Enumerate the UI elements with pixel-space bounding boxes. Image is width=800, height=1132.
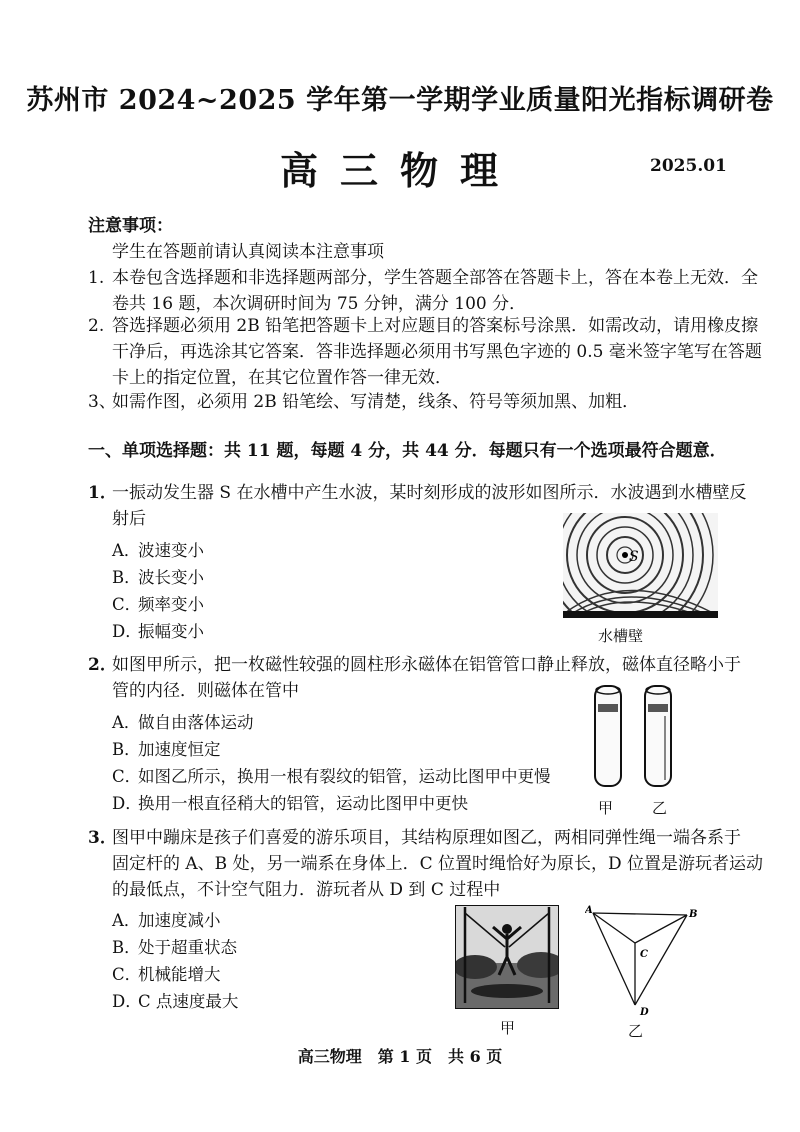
- q1-option-b[interactable]: [112, 564, 204, 588]
- notice-2-num: 2.: [88, 316, 105, 336]
- option-label: B．: [112, 938, 141, 957]
- option-text: 机械能增大: [138, 965, 221, 984]
- notice-3-num: 3、: [88, 392, 116, 412]
- option-text: C 点速度最大: [138, 992, 239, 1011]
- magnet-jia: [598, 704, 618, 712]
- notice-1-line-2: 卷共 16 题，本次调研时间为 75 分钟，满分 100 分．: [112, 294, 527, 314]
- q3-option-a[interactable]: [112, 907, 221, 931]
- q3-force-diagram: [585, 905, 700, 1015]
- option-label: A．: [112, 541, 141, 560]
- notice-2-line-3: 卡上的指定位置，在其它位置作答一律无效．: [112, 368, 452, 388]
- point-a-label: A: [585, 905, 593, 916]
- option-label: B．: [112, 568, 141, 587]
- q1-wave-figure: [563, 513, 718, 618]
- q2-stem-line-1: 如图甲所示，把一枚磁性较强的圆柱形永磁体在铝管管口静止释放，磁体直径略小于: [112, 655, 741, 675]
- q1-option-c[interactable]: [112, 591, 204, 615]
- option-label: C．: [112, 595, 142, 614]
- notice-1-num: 1.: [88, 268, 105, 288]
- notice-2-line-1: 答选择题必须用 2B 铅笔把答题卡上对应题目的答案标号涂黑．如需改动，请用橡皮擦: [112, 316, 759, 336]
- q3-stem-line-3: 的最低点，不计空气阻力．游玩者从 D 到 C 过程中: [112, 880, 501, 900]
- q2-tubes-figure: [585, 680, 695, 790]
- q2-option-b[interactable]: [112, 736, 221, 760]
- q3-stem-line-2: 固定杆的 A、B 处，另一端系在身体上．C 位置时绳恰好为原长，D 位置是游玩者运动: [112, 854, 764, 874]
- q3-option-d[interactable]: [112, 988, 238, 1012]
- q3-option-b[interactable]: [112, 934, 237, 958]
- notice-3-line-1: 如需作图，必须用 2B 铅笔绘、写清楚，线条、符号等须加黑、加粗．: [112, 392, 640, 412]
- option-text: 如图乙所示，换用一根有裂纹的铝管，运动比图甲中更慢: [138, 767, 551, 786]
- q1-option-d[interactable]: [112, 618, 204, 642]
- wave-source-dot: [622, 552, 628, 558]
- option-text: 波速变小: [138, 541, 204, 560]
- point-b-label: B: [689, 909, 698, 920]
- q1-stem-line-2: 射后: [112, 509, 146, 529]
- option-label: D．: [112, 992, 142, 1011]
- option-text: 加速度减小: [138, 911, 221, 930]
- option-text: 做自由落体运动: [138, 713, 254, 732]
- option-text: 振幅变小: [138, 622, 204, 641]
- option-label: A．: [112, 713, 141, 732]
- section-heading: 一、单项选择题：共 11 题，每题 4 分，共 44 分．每题只有一个选项最符合题意．: [88, 441, 727, 461]
- option-label: B．: [112, 740, 141, 759]
- source-label: S: [629, 549, 639, 565]
- notice-heading: 注意事项：: [88, 216, 173, 236]
- line-ab: [593, 913, 687, 915]
- q2-caption-yi: 乙: [652, 799, 668, 817]
- option-label: A．: [112, 911, 141, 930]
- notice-intro: 学生在答题前请认真阅读本注意事项: [112, 242, 384, 262]
- q2-caption-jia: 甲: [598, 799, 614, 817]
- option-label: D．: [112, 622, 142, 641]
- notice-1-line-1: 本卷包含选择题和非选择题两部分，学生答题全部答在答题卡上，答在本卷上无效．全: [112, 268, 758, 288]
- q3-caption-jia: 甲: [500, 1019, 516, 1037]
- q1-figure-caption: 水槽壁: [598, 627, 644, 645]
- q1-number: 1．: [88, 483, 117, 503]
- point-c-label: C: [640, 949, 648, 960]
- option-text: 换用一根直径稍大的铝管，运动比图甲中更快: [138, 794, 468, 813]
- q3-stem-line-1: 图甲中蹦床是孩子们喜爱的游乐项目，其结构原理如图乙，两相同弹性绳一端各系于: [112, 828, 741, 848]
- q2-option-a[interactable]: [112, 709, 254, 733]
- exam-date: 2025.01: [650, 156, 727, 176]
- q1-option-a[interactable]: [112, 537, 204, 561]
- q2-number: 2．: [88, 655, 117, 675]
- magnet-yi: [648, 704, 668, 712]
- q3-caption-yi: 乙: [628, 1022, 644, 1040]
- option-label: D．: [112, 794, 142, 813]
- option-label: C．: [112, 965, 142, 984]
- q3-trampoline-photo: [455, 905, 559, 1009]
- q3-number: 3．: [88, 828, 117, 848]
- q3-option-c[interactable]: [112, 961, 221, 985]
- option-text: 加速度恒定: [138, 740, 221, 759]
- option-text: 频率变小: [138, 595, 204, 614]
- q2-option-c[interactable]: [112, 763, 551, 787]
- option-label: C．: [112, 767, 142, 786]
- option-text: 波长变小: [138, 568, 204, 587]
- subject-title: 高三物理: [279, 148, 520, 193]
- tank-wall: [563, 611, 718, 618]
- q1-stem-line-1: 一振动发生器 S 在水槽中产生水波，某时刻形成的波形如图所示．水波遇到水槽壁反: [112, 483, 747, 503]
- page-footer: 高三物理 第 1 页 共 6 页: [297, 1047, 503, 1066]
- point-d-label: D: [640, 1007, 649, 1015]
- option-text: 处于超重状态: [138, 938, 237, 957]
- q2-option-d[interactable]: [112, 790, 468, 814]
- notice-2-line-2: 干净后，再选涂其它答案．答非选择题必须用书写黑色字迹的 0.5 毫米签字笔写在答题: [112, 342, 762, 362]
- tube-yi: [645, 686, 671, 786]
- q2-stem-line-2: 管的内径．则磁体在管中: [112, 681, 299, 701]
- rope-ad: [593, 913, 635, 1005]
- exam-title: 苏州市 2024~2025 学年第一学期学业质量阳光指标调研卷: [26, 85, 774, 116]
- tube-jia: [595, 686, 621, 786]
